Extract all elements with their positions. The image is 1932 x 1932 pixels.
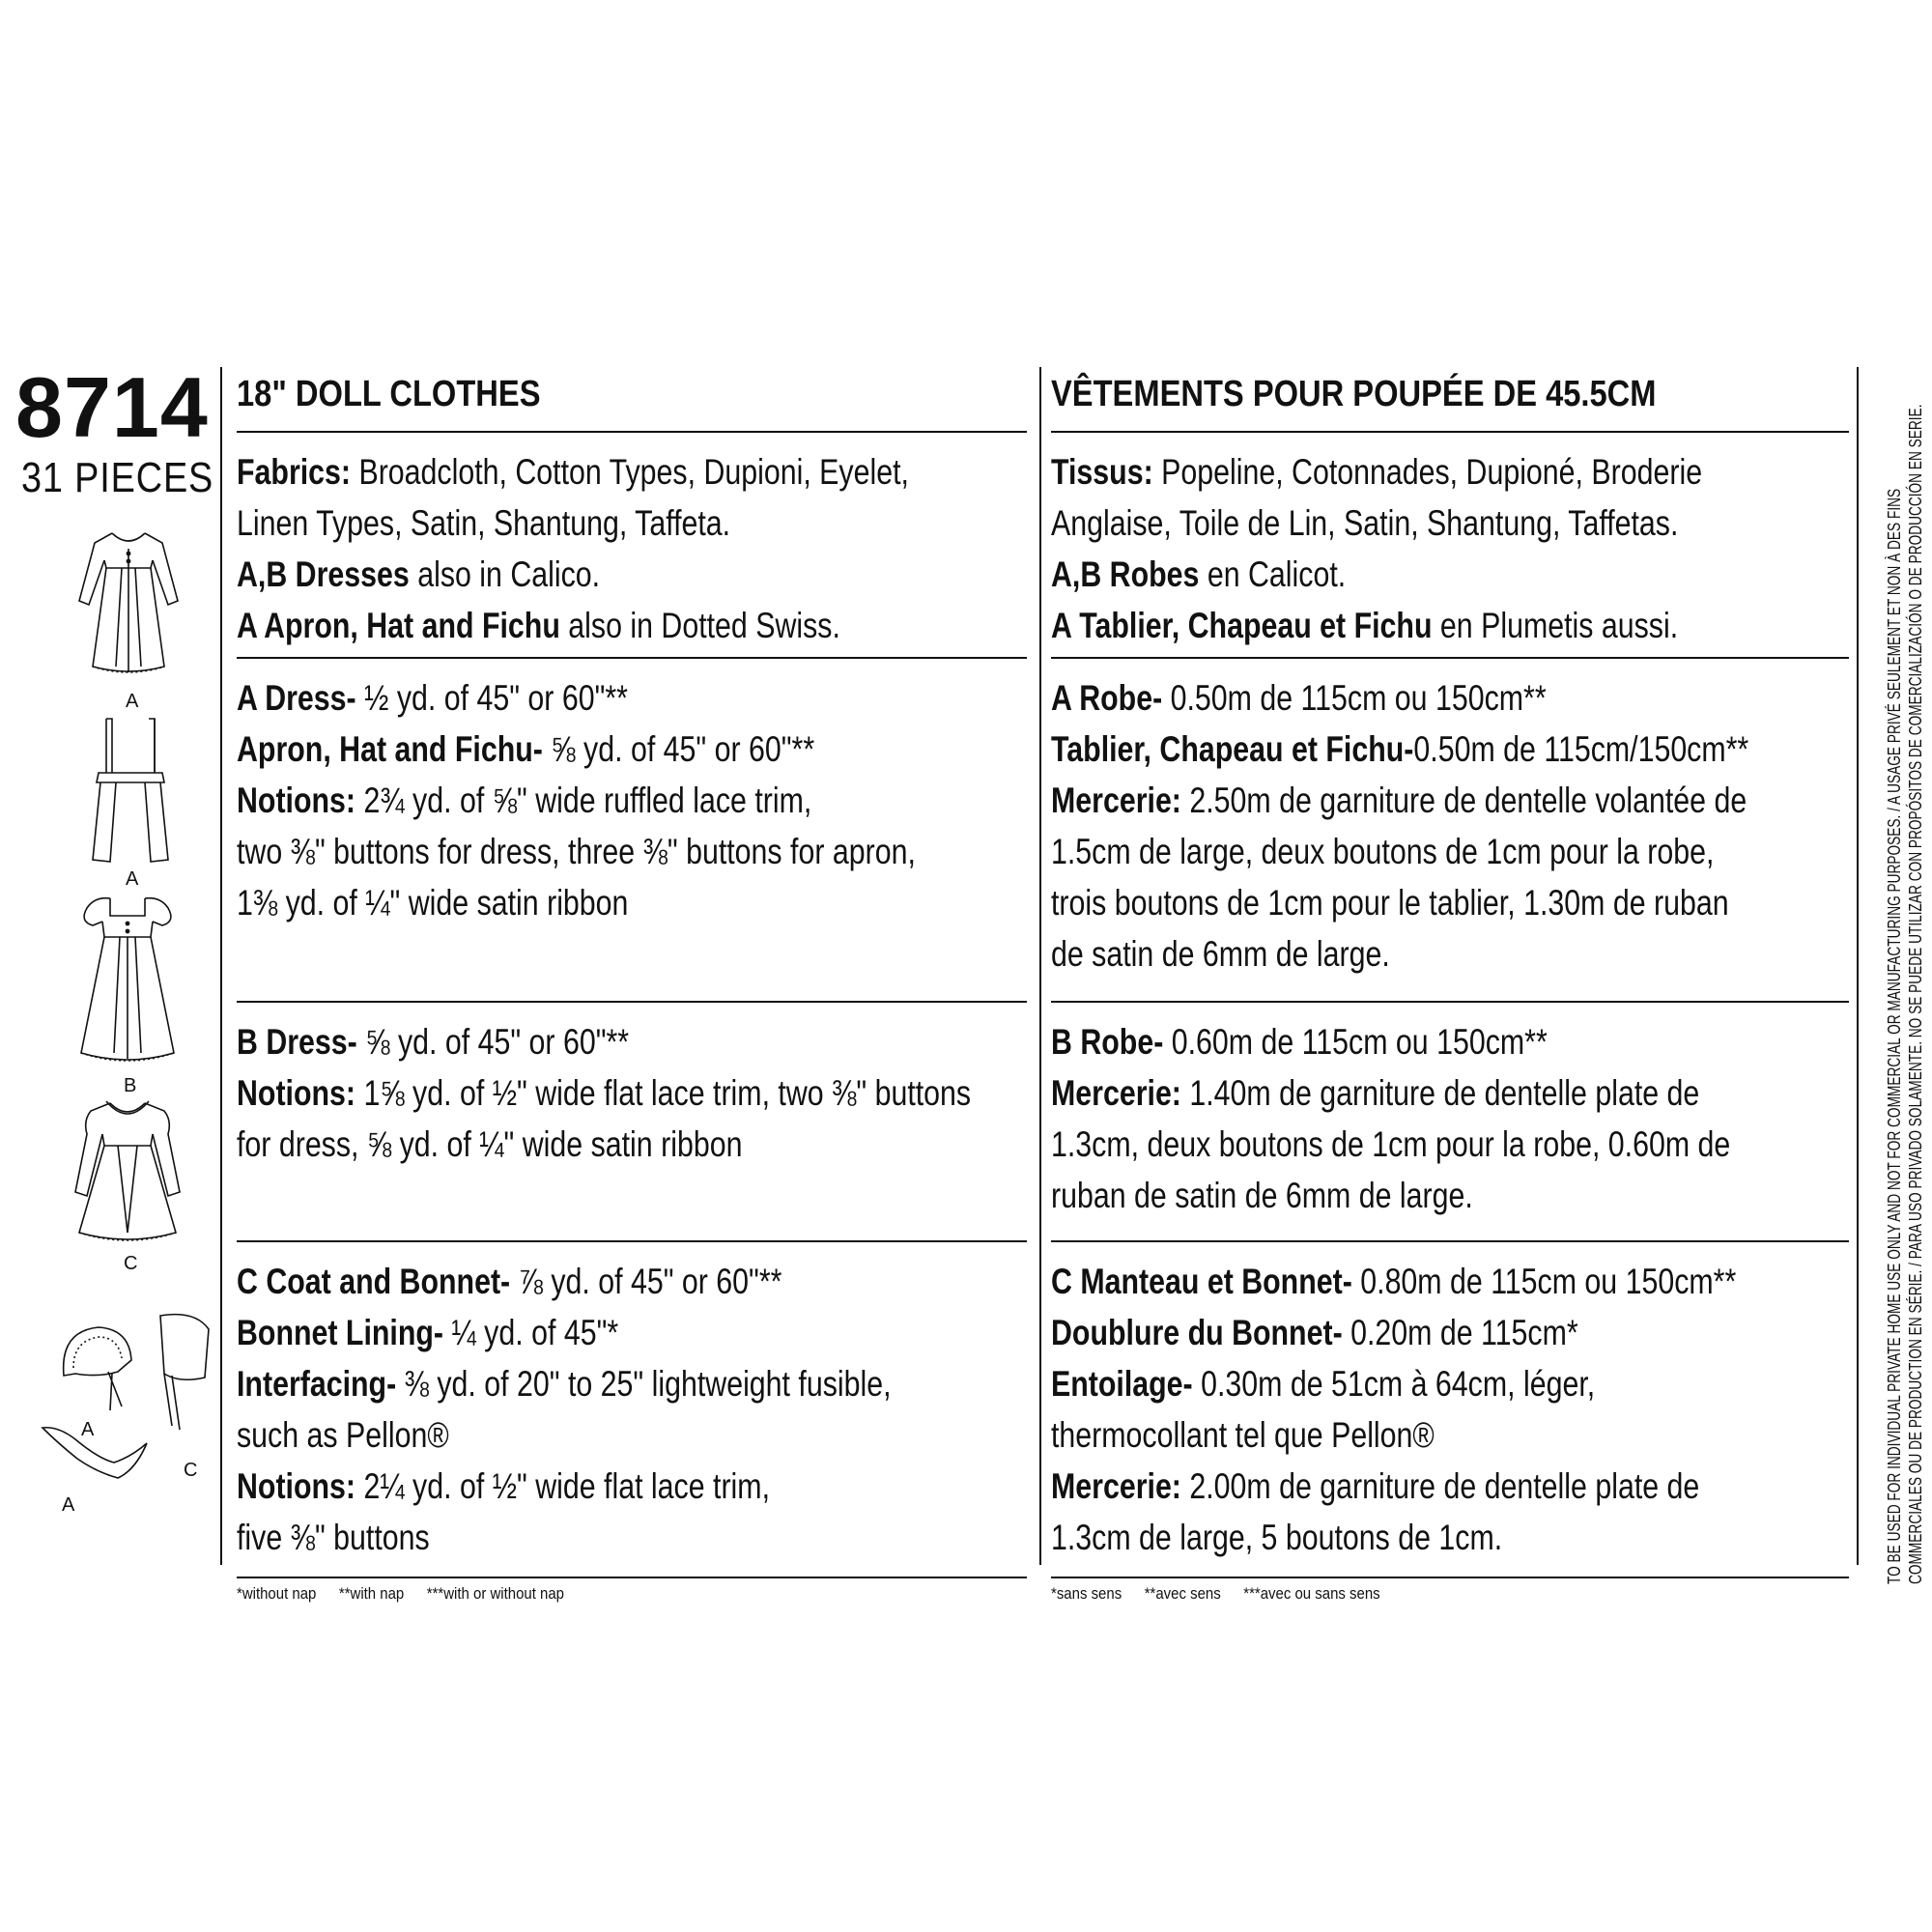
- sketch-label-c-bonnet: C: [184, 1460, 198, 1481]
- text-line: thermocollant tel que Pellon®: [1051, 1415, 1435, 1455]
- text-line: Tablier, Chapeau et Fichu-0.50m de 115cm/150cm**: [1051, 729, 1749, 769]
- dress-a-sketch: [66, 522, 191, 686]
- text-line: 1.5cm de large, deux boutons de 1cm pour la robe,: [1051, 832, 1715, 871]
- coat-c-sketch: [62, 1092, 193, 1256]
- bonnet-c-sketch: [151, 1310, 218, 1435]
- text-line: A,B Dresses also in Calico.: [237, 554, 601, 594]
- fichu-a-sketch: [39, 1420, 155, 1488]
- piece-count: 31 PIECES: [21, 454, 214, 501]
- sketch-label-a-apron: A: [126, 868, 139, 890]
- text-line: A,B Robes en Calicot.: [1051, 554, 1347, 594]
- text-line: Anglaise, Toile de Lin, Satin, Shantung, Taffetas.: [1051, 503, 1679, 543]
- text-line: B Robe- 0.60m de 115cm ou 150cm**: [1051, 1022, 1548, 1062]
- usage-disclaimer: [1884, 348, 1926, 1584]
- french-section-c: [1051, 1242, 1849, 1577]
- footnote: **with nap: [338, 1584, 405, 1603]
- text-line: Mercerie: 2.00m de garniture de dentelle plate de: [1051, 1466, 1700, 1506]
- text-line: Bonnet Lining- ¼ yd. of 45"*: [237, 1313, 619, 1352]
- sketch-label-c: C: [124, 1253, 138, 1274]
- dress-b-sketch: [60, 887, 195, 1072]
- english-section-a: [237, 659, 1027, 1001]
- pattern-number: 8714: [15, 359, 209, 455]
- text-line: trois boutons de 1cm pour le tablier, 1.30m de ruban: [1051, 883, 1729, 923]
- english-section-b: [237, 1003, 1027, 1240]
- footnote: *sans sens: [1051, 1584, 1122, 1603]
- text-line: five ⅜" buttons: [237, 1518, 430, 1557]
- french-section-a: [1051, 659, 1849, 1001]
- hat-a-sketch: [54, 1321, 141, 1414]
- text-line: Doublure du Bonnet- 0.20m de 115cm*: [1051, 1313, 1578, 1352]
- sketch-label-a-hat: A: [81, 1419, 95, 1440]
- french-title: VÊTEMENTS POUR POUPÉE DE 45.5CM: [1051, 374, 1657, 414]
- disclaimer-line: COMMERCIALES OU DE PRODUCTION EN SÉRIE. / PARA USO PRIVADO SOLAMENTE. NO SE PUEDE UTILIZAR CON PROPÓSITOS DE COMERCIALIZACIÓN O DE PRODUCCIÓN EN SERIE.: [1906, 404, 1925, 1584]
- text-line: A Robe- 0.50m de 115cm ou 150cm**: [1051, 678, 1547, 718]
- english-fabrics: [237, 433, 1027, 657]
- text-line: A Apron, Hat and Fichu also in Dotted Swiss.: [237, 606, 840, 645]
- text-line: Notions: 2¼ yd. of ½" wide flat lace trim,: [237, 1466, 771, 1506]
- text-line: such as Pellon®: [237, 1415, 449, 1455]
- text-line: Tissus: Popeline, Cotonnades, Dupioné, Broderie: [1051, 452, 1703, 492]
- text-line: A Tablier, Chapeau et Fichu en Plumetis aussi.: [1051, 606, 1679, 645]
- text-line: B Dress- ⅝ yd. of 45" or 60"**: [237, 1022, 630, 1062]
- text-line: two ⅜" buttons for dress, three ⅜" buttons for apron,: [237, 832, 916, 871]
- text-line: Interfacing- ⅜ yd. of 20" to 25" lightweight fusible,: [237, 1364, 892, 1404]
- french-footnotes: [1051, 1578, 1753, 1605]
- english-section-c: [237, 1242, 1027, 1577]
- footnote: **avec sens: [1144, 1584, 1221, 1603]
- apron-a-sketch: [77, 715, 184, 869]
- english-column: [237, 367, 1027, 1605]
- english-footnotes: [237, 1578, 932, 1605]
- text-line: 1⅜ yd. of ¼" wide satin ribbon: [237, 883, 629, 923]
- divider-left: [220, 367, 222, 1565]
- text-line: Notions: 1⅝ yd. of ½" wide flat lace trim, two ⅜" buttons: [237, 1073, 972, 1113]
- text-line: 1.3cm de large, 5 boutons de 1cm.: [1051, 1518, 1503, 1557]
- footnote: ***avec ou sans sens: [1243, 1584, 1380, 1603]
- text-line: A Dress- ½ yd. of 45" or 60"**: [237, 678, 628, 718]
- disclaimer-line: TO BE USED FOR INDIVIDUAL PRIVATE HOME USE ONLY AND NOT FOR COMMERCIAL OR MANUFACTURING PURPOSES. / A USAGE PRIVÉ SEULEMENT ET NON À DES FINS: [1885, 488, 1904, 1584]
- french-fabrics: [1051, 433, 1849, 657]
- sketch-label-b: B: [124, 1075, 137, 1096]
- french-section-b: [1051, 1003, 1849, 1240]
- text-line: Linen Types, Satin, Shantung, Taffeta.: [237, 503, 731, 543]
- text-line: C Manteau et Bonnet- 0.80m de 115cm ou 150cm**: [1051, 1262, 1737, 1301]
- text-line: 1.3cm, deux boutons de 1cm pour la robe, 0.60m de: [1051, 1124, 1731, 1164]
- text-line: Apron, Hat and Fichu- ⅝ yd. of 45" or 60"**: [237, 729, 815, 769]
- text-line: Fabrics: Broadcloth, Cotton Types, Dupioni, Eyelet,: [237, 452, 909, 492]
- footnote: *without nap: [237, 1584, 317, 1603]
- text-line: ruban de satin de 6mm de large.: [1051, 1176, 1473, 1215]
- sketch-label-a: A: [126, 691, 139, 712]
- divider-right: [1857, 367, 1859, 1565]
- text-line: C Coat and Bonnet- ⅞ yd. of 45" or 60"**: [237, 1262, 782, 1301]
- divider-middle: [1039, 367, 1041, 1565]
- text-line: Mercerie: 1.40m de garniture de dentelle plate de: [1051, 1073, 1700, 1113]
- sketch-label-a-fichu: A: [62, 1494, 75, 1516]
- text-line: Notions: 2¾ yd. of ⅝" wide ruffled lace trim,: [237, 781, 812, 820]
- text-line: Entoilage- 0.30m de 51cm à 64cm, léger,: [1051, 1364, 1596, 1404]
- english-title: 18" DOLL CLOTHES: [237, 374, 541, 414]
- text-line: for dress, ⅝ yd. of ¼" wide satin ribbon: [237, 1124, 743, 1164]
- footnote: ***with or without nap: [426, 1584, 564, 1603]
- text-line: Mercerie: 2.50m de garniture de dentelle volantée de: [1051, 781, 1747, 820]
- french-column: [1051, 367, 1849, 1605]
- text-line: de satin de 6mm de large.: [1051, 934, 1390, 974]
